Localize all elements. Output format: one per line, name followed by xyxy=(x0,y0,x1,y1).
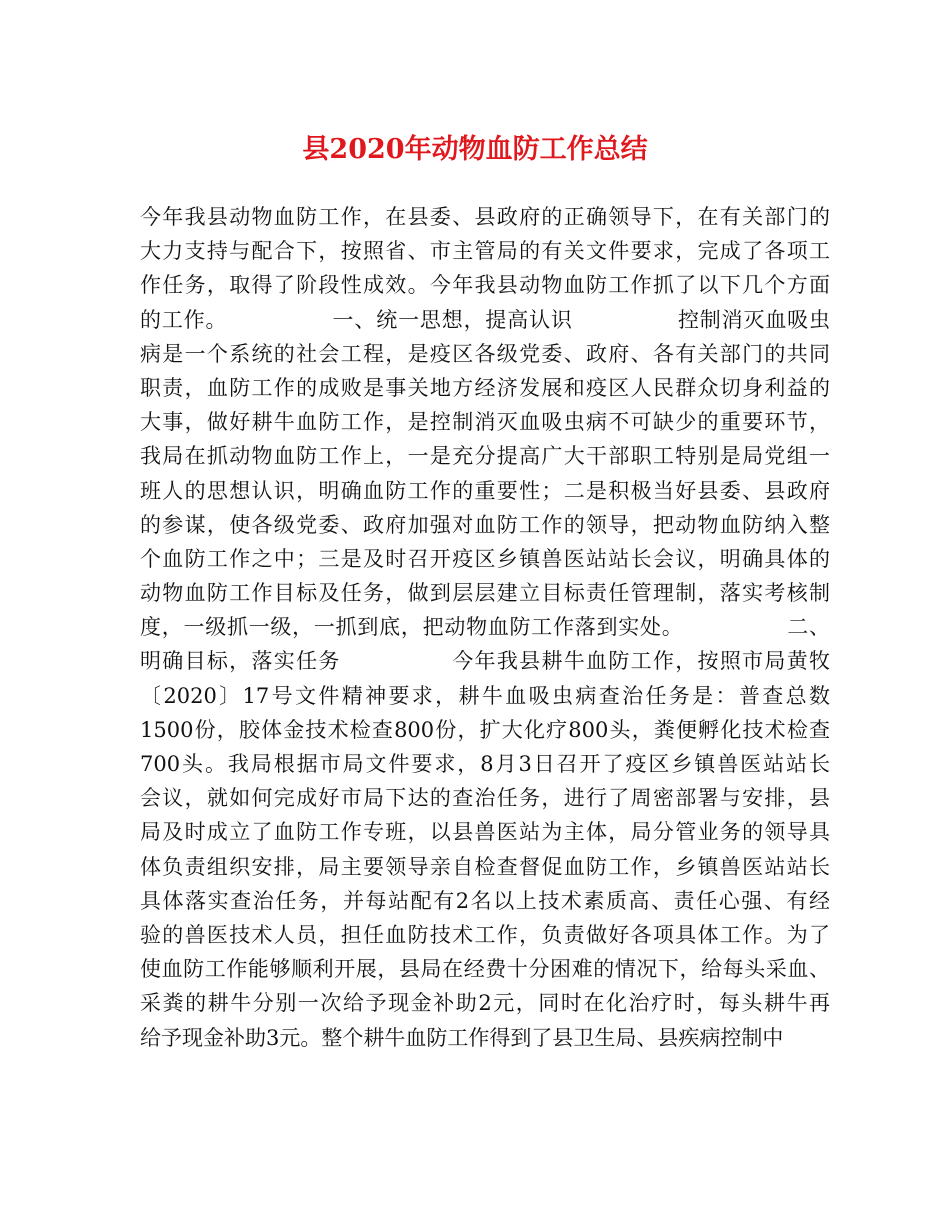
body-line: 病是一个系统的社会工程，是疫区各级党委、政府、各有关部门的共同 xyxy=(140,341,830,366)
body-line: 局及时成立了血防工作专班，以县兽医站为主体，局分管业务的领导具 xyxy=(140,820,830,845)
body-line: 使血防工作能够顺利开展，县局在经费十分困难的情况下，给每头采血、 xyxy=(140,957,830,982)
body-line: 1500份，胶体金技术检查800份，扩大化疗800头，粪便孵化技术检查 xyxy=(140,717,830,742)
body-line: 度，一级抓一级，一抓到底，把动物血防工作落到实处。 二、 xyxy=(140,615,830,640)
body-line: 的工作。 一、统一思想，提高认识 控制消灭血吸虫 xyxy=(140,307,830,332)
body-line: 我局在抓动物血防工作上，一是充分提高广大干部职工特别是局党组一 xyxy=(140,444,830,469)
document-title: 县2020年动物血防工作总结 xyxy=(302,134,648,165)
document-body xyxy=(140,200,830,1055)
body-line: 的参谋，使各级党委、政府加强对血防工作的领导，把动物血防纳入整 xyxy=(140,512,830,537)
body-line: 作任务，取得了阶段性成效。今年我县动物血防工作抓了以下几个方面 xyxy=(140,273,830,298)
body-line: 具体落实查治任务，并每站配有2名以上技术素质高、责任心强、有经 xyxy=(140,888,830,913)
body-line: 大力支持与配合下，按照省、市主管局的有关文件要求，完成了各项工 xyxy=(140,239,830,264)
body-line: 班人的思想认识，明确血防工作的重要性；二是积极当好县委、县政府 xyxy=(140,478,830,503)
body-line: 职责，血防工作的成败是事关地方经济发展和疫区人民群众切身利益的 xyxy=(140,375,830,400)
body-line: 给予现金补助3元。整个耕牛血防工作得到了县卫生局、县疾病控制中 xyxy=(140,1025,784,1050)
body-line: 体负责组织安排，局主要领导亲自检查督促血防工作，乡镇兽医站站长 xyxy=(140,854,830,879)
body-line: 验的兽医技术人员，担任血防技术工作，负责做好各项具体工作。为了 xyxy=(140,922,830,947)
body-line: 700头。我局根据市局文件要求，8月3日召开了疫区乡镇兽医站站长 xyxy=(140,752,830,776)
body-line: 大事，做好耕牛血防工作，是控制消灭血吸虫病不可缺少的重要环节， xyxy=(140,410,830,435)
body-line: 会议，就如何完成好市局下达的查治任务，进行了周密部署与安排，县 xyxy=(140,786,830,811)
body-line: 明确目标，落实任务 今年我县耕牛血防工作，按照市局黄牧 xyxy=(140,649,830,674)
body-line: 采粪的耕牛分别一次给予现金补助2元，同时在化治疗时，每头耕牛再 xyxy=(140,991,830,1016)
body-line: 个血防工作之中；三是及时召开疫区乡镇兽医站站长会议，明确具体的 xyxy=(140,546,830,571)
body-line: 动物血防工作目标及任务，做到层层建立目标责任管理制，落实考核制 xyxy=(140,581,830,606)
body-line: 今年我县动物血防工作，在县委、县政府的正确领导下，在有关部门的 xyxy=(140,205,830,229)
body-line: 〔2020〕17号文件精神要求，耕牛血吸虫病查治任务是：普查总数 xyxy=(140,683,830,708)
